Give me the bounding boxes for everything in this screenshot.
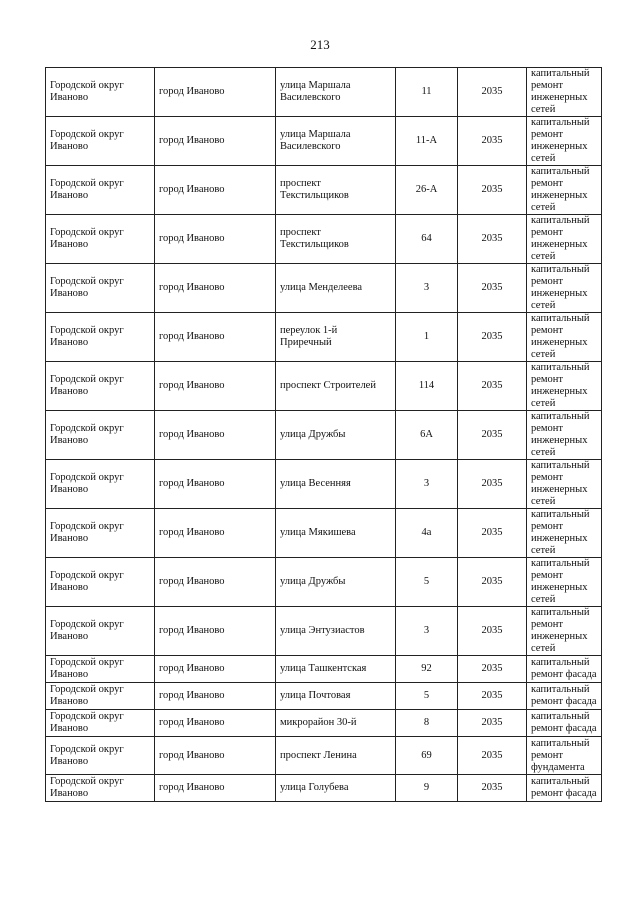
district-cell: Городской округ Иваново [46, 215, 155, 264]
city-cell: город Иваново [155, 509, 276, 558]
year-cell: 2035 [458, 509, 527, 558]
house-number-cell: 5 [396, 558, 458, 607]
year-cell: 2035 [458, 656, 527, 683]
house-number-cell: 4а [396, 509, 458, 558]
work-type-cell: капитальный ремонт инженерных сетей [527, 313, 602, 362]
district-cell: Городской округ Иваново [46, 683, 155, 710]
table-row [46, 558, 602, 607]
district-cell: Городской округ Иваново [46, 264, 155, 313]
year-cell: 2035 [458, 775, 527, 802]
district-cell: Городской округ Иваново [46, 509, 155, 558]
city-cell: город Иваново [155, 362, 276, 411]
work-type-cell: капитальный ремонт инженерных сетей [527, 411, 602, 460]
street-cell: проспект Текстильщиков [276, 166, 396, 215]
work-type-cell: капитальный ремонт фасада [527, 656, 602, 683]
district-cell: Городской округ Иваново [46, 460, 155, 509]
city-cell: город Иваново [155, 264, 276, 313]
work-type-cell: капитальный ремонт инженерных сетей [527, 264, 602, 313]
table-row [46, 737, 602, 775]
table-row [46, 411, 602, 460]
district-cell: Городской округ Иваново [46, 166, 155, 215]
table-row [46, 460, 602, 509]
city-cell: город Иваново [155, 460, 276, 509]
year-cell: 2035 [458, 460, 527, 509]
house-number-cell: 6А [396, 411, 458, 460]
work-type-cell: капитальный ремонт инженерных сетей [527, 509, 602, 558]
table-row [46, 264, 602, 313]
work-type-cell: капитальный ремонт инженерных сетей [527, 362, 602, 411]
house-number-cell: 1 [396, 313, 458, 362]
street-cell: улица Весенняя [276, 460, 396, 509]
house-number-cell: 5 [396, 683, 458, 710]
year-cell: 2035 [458, 68, 527, 117]
year-cell: 2035 [458, 362, 527, 411]
street-cell: улица Менделеева [276, 264, 396, 313]
work-type-cell: капитальный ремонт инженерных сетей [527, 460, 602, 509]
year-cell: 2035 [458, 313, 527, 362]
work-type-cell: капитальный ремонт фасада [527, 710, 602, 737]
work-type-cell: капитальный ремонт инженерных сетей [527, 215, 602, 264]
district-cell: Городской округ Иваново [46, 656, 155, 683]
house-number-cell: 26-А [396, 166, 458, 215]
city-cell: город Иваново [155, 166, 276, 215]
work-type-cell: капитальный ремонт фасада [527, 775, 602, 802]
city-cell: город Иваново [155, 68, 276, 117]
year-cell: 2035 [458, 737, 527, 775]
district-cell: Городской округ Иваново [46, 68, 155, 117]
work-type-cell: капитальный ремонт инженерных сетей [527, 166, 602, 215]
district-cell: Городской округ Иваново [46, 313, 155, 362]
street-cell: улица Ташкентская [276, 656, 396, 683]
city-cell: город Иваново [155, 710, 276, 737]
work-type-cell: капитальный ремонт инженерных сетей [527, 117, 602, 166]
city-cell: город Иваново [155, 117, 276, 166]
table-row [46, 656, 602, 683]
year-cell: 2035 [458, 607, 527, 656]
table-row [46, 710, 602, 737]
street-cell: переулок 1-й Приречный [276, 313, 396, 362]
house-number-cell: 114 [396, 362, 458, 411]
house-number-cell: 11 [396, 68, 458, 117]
street-cell: улица Дружбы [276, 411, 396, 460]
house-number-cell: 3 [396, 460, 458, 509]
year-cell: 2035 [458, 558, 527, 607]
work-type-cell: капитальный ремонт фундамента [527, 737, 602, 775]
table-row [46, 117, 602, 166]
district-cell: Городской округ Иваново [46, 775, 155, 802]
table-row [46, 607, 602, 656]
street-cell: проспект Текстильщиков [276, 215, 396, 264]
work-type-cell: капитальный ремонт фасада [527, 683, 602, 710]
table-row [46, 362, 602, 411]
city-cell: город Иваново [155, 775, 276, 802]
district-cell: Городской округ Иваново [46, 362, 155, 411]
street-cell: улица Дружбы [276, 558, 396, 607]
table-row [46, 509, 602, 558]
table-row [46, 68, 602, 117]
district-cell: Городской округ Иваново [46, 710, 155, 737]
city-cell: город Иваново [155, 411, 276, 460]
street-cell: проспект Строителей [276, 362, 396, 411]
district-cell: Городской округ Иваново [46, 558, 155, 607]
district-cell: Городской округ Иваново [46, 607, 155, 656]
district-cell: Городской округ Иваново [46, 737, 155, 775]
street-cell: проспект Ленина [276, 737, 396, 775]
repair-schedule-table [45, 67, 602, 802]
year-cell: 2035 [458, 215, 527, 264]
city-cell: город Иваново [155, 607, 276, 656]
year-cell: 2035 [458, 710, 527, 737]
year-cell: 2035 [458, 264, 527, 313]
table-row [46, 775, 602, 802]
house-number-cell: 3 [396, 607, 458, 656]
table-row [46, 683, 602, 710]
city-cell: город Иваново [155, 215, 276, 264]
city-cell: город Иваново [155, 737, 276, 775]
work-type-cell: капитальный ремонт инженерных сетей [527, 607, 602, 656]
street-cell: улица Голубева [276, 775, 396, 802]
year-cell: 2035 [458, 411, 527, 460]
street-cell: улица Почтовая [276, 683, 396, 710]
table-row [46, 313, 602, 362]
year-cell: 2035 [458, 166, 527, 215]
house-number-cell: 3 [396, 264, 458, 313]
year-cell: 2035 [458, 117, 527, 166]
page-number: 213 [310, 37, 330, 52]
house-number-cell: 69 [396, 737, 458, 775]
table-row [46, 215, 602, 264]
house-number-cell: 11-А [396, 117, 458, 166]
street-cell: улица Маршала Василевского [276, 117, 396, 166]
street-cell: улица Маршала Василевского [276, 68, 396, 117]
city-cell: город Иваново [155, 558, 276, 607]
year-cell: 2035 [458, 683, 527, 710]
work-type-cell: капитальный ремонт инженерных сетей [527, 558, 602, 607]
district-cell: Городской округ Иваново [46, 117, 155, 166]
street-cell: микрорайон 30-й [276, 710, 396, 737]
house-number-cell: 92 [396, 656, 458, 683]
house-number-cell: 8 [396, 710, 458, 737]
house-number-cell: 9 [396, 775, 458, 802]
house-number-cell: 64 [396, 215, 458, 264]
city-cell: город Иваново [155, 683, 276, 710]
work-type-cell: капитальный ремонт инженерных сетей [527, 68, 602, 117]
district-cell: Городской округ Иваново [46, 411, 155, 460]
street-cell: улица Энтузиастов [276, 607, 396, 656]
city-cell: город Иваново [155, 656, 276, 683]
street-cell: улица Мякишева [276, 509, 396, 558]
table-row [46, 166, 602, 215]
city-cell: город Иваново [155, 313, 276, 362]
